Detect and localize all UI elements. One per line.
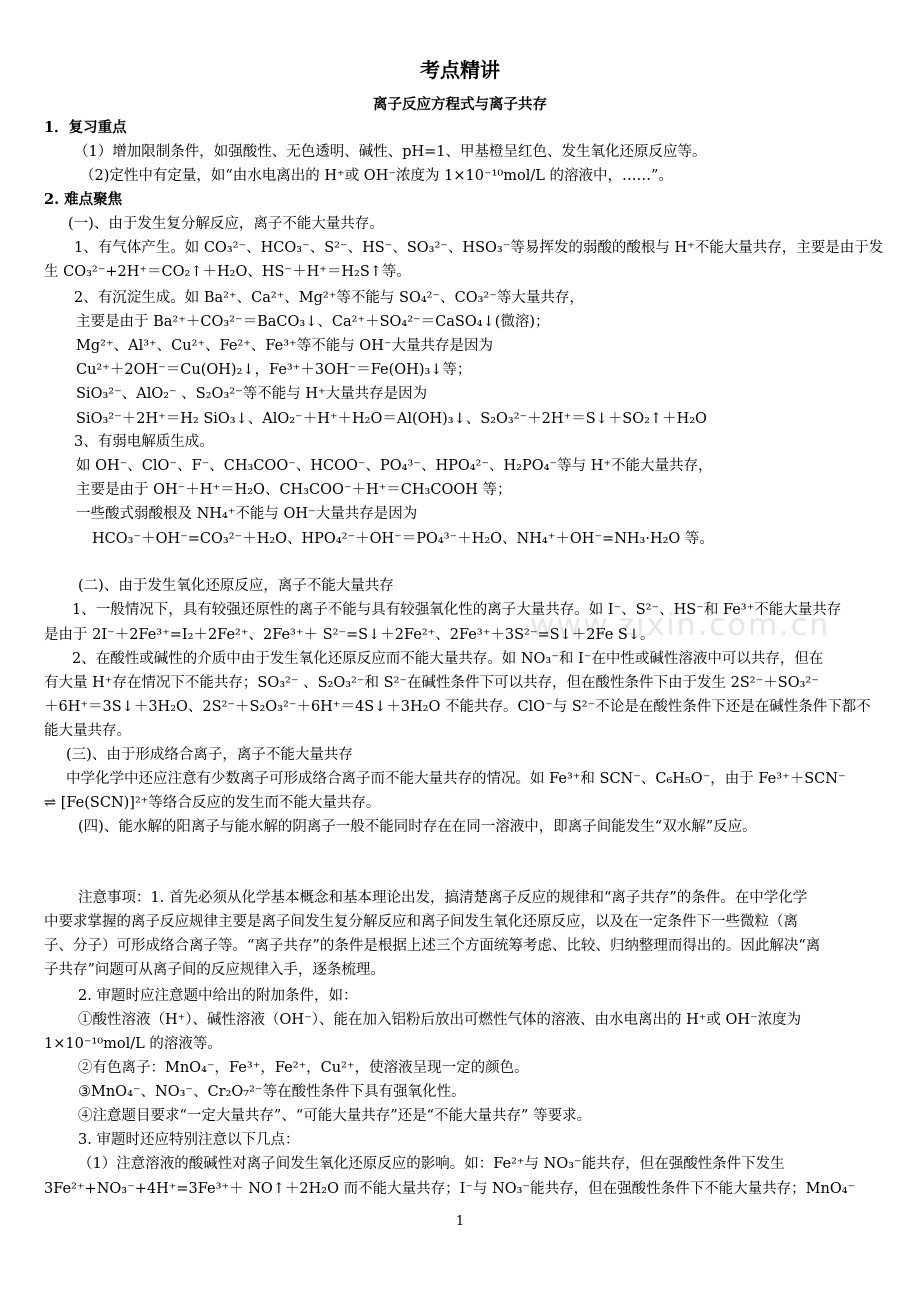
notes-line: 1×10⁻¹⁰mol/L 的溶液等。: [44, 1036, 222, 1052]
text-line: 生 CO₃²⁻+2H⁺＝CO₂↑＋H₂O、HS⁻＋H⁺＝H₂S↑等。: [44, 264, 411, 280]
equation-line: 是由于 2I⁻＋2Fe³⁺=I₂＋2Fe²⁺、2Fe³⁺＋ S²⁻=S↓＋2Fe²⁺、2Fe³⁺＋3S²⁻=S↓＋2Fe S↓。: [44, 627, 655, 643]
notes-line: ②有色离子：MnO₄⁻，Fe³⁺，Fe²⁺，Cu²⁺，使溶液呈现一定的颜色。: [78, 1060, 529, 1076]
text-line: 2、有沉淀生成。如 Ba²⁺、Ca²⁺、Mg²⁺等不能与 SO₄²⁻、CO₃²⁻等大量共存，: [74, 290, 584, 306]
page-number: 1: [455, 1214, 465, 1229]
notes-line: 3Fe²⁺+NO₃⁻+4H⁺=3Fe³⁺＋ NO↑＋2H₂O 而不能大量共存；I⁻与 NO₃⁻能共存，但在强酸性条件下不能大量共存；MnO₄⁻: [44, 1181, 856, 1197]
notes-line: 3. 审题时还应特别注意以下几点：: [78, 1132, 300, 1148]
equation-line: SiO₃²⁻＋2H⁺＝H₂ SiO₃↓、AlO₂⁻＋H⁺＋H₂O＝Al(OH)₃↓、S₂O₃²⁻＋2H⁺＝S↓＋SO₂↑＋H₂O: [76, 411, 707, 427]
text-line: （2)定性中有定量，如“由水电离出的 H⁺或 OH⁻浓度为 1×10⁻¹⁰mol/L 的溶液中，……”。: [80, 168, 673, 184]
text-line: ⇌ [Fe(SCN)]²⁺等络合反应的发生而不能大量共存。: [44, 795, 381, 811]
notes-line: （1）注意溶液的酸碱性对离子间发生氧化还原反应的影响。如：Fe²⁺与 NO₃⁻能共存，但在强酸性条件下发生: [78, 1156, 785, 1172]
notes-line: ①酸性溶液（H⁺）、碱性溶液（OH⁻）、能在加入铝粉后放出可燃性气体的溶液、由水电离出的 H⁺或 OH⁻浓度为: [78, 1012, 802, 1028]
notes-line: 中要求掌握的离子反应规律主要是离子间发生复分解反应和离子间发生氧化还原反应，以及在一定条件下一些微粒（离: [44, 914, 798, 930]
subsection-heading: (四)、能水解的阳离子与能水解的阴离子一般不能同时存在在同一溶液中，即离子间能发生“双水解”反应。: [78, 819, 757, 835]
equation-line: HCO₃⁻＋OH⁻=CO₃²⁻＋H₂O、HPO₄²⁻＋OH⁻＝PO₄³⁻＋H₂O、NH₄⁺＋OH⁻=NH₃·H₂O 等。: [92, 531, 714, 547]
text-line: SiO₃²⁻、AlO₂⁻ 、S₂O₃²⁻等不能与 H⁺大量共存是因为: [76, 386, 428, 402]
page-subtitle: 离子反应方程式与离子共存: [373, 96, 547, 113]
text-line: 主要是由于 OH⁻＋H⁺＝H₂O、CH₃COO⁻＋H⁺＝CH₃COOH 等；: [76, 482, 512, 498]
watermark: www.zixin.com.cn: [530, 608, 831, 643]
text-line: 1、一般情况下，具有较强还原性的离子不能与具有较强氧化性的离子大量共存。如 I⁻、S²⁻、HS⁻和 Fe³⁺不能大量共存: [72, 602, 842, 618]
notes-line: ④注意题目要求“一定大量共存”、“可能大量共存”还是“不能大量共存” 等要求。: [78, 1108, 592, 1124]
text-line: 一些酸式弱酸根及 NH₄⁺不能与 OH⁻大量共存是因为: [76, 506, 418, 522]
text-line: 2、在酸性或碱性的介质中由于发生氧化还原反应而不能大量共存。如 NO₃⁻和 I⁻在中性或碱性溶液中可以共存，但在: [72, 651, 824, 667]
text-line: 能大量共存。: [44, 723, 131, 739]
section-heading-1: 1．复习重点: [44, 119, 127, 136]
notes-line: 注意事项：1. 首先必须从化学基本概念和基本理论出发，搞清楚离子反应的规律和“离子共存”的条件。在中学化学: [78, 890, 808, 906]
text-line: Mg²⁺、Al³⁺、Cu²⁺、Fe²⁺、Fe³⁺等不能与 OH⁻大量共存是因为: [76, 338, 493, 354]
text-line: 中学化学中还应注意有少数离子可形成络合离子而不能大量共存的情况。如 Fe³⁺和 SCN⁻、C₆H₅O⁻，由于 Fe³⁺＋SCN⁻: [66, 771, 846, 787]
text-line: （1）增加限制条件，如强酸性、无色透明、碱性、pH=1、甲基橙呈红色、发生氧化还原反应等。: [74, 144, 707, 160]
text-line: 主要是由于 Ba²⁺＋CO₃²⁻＝BaCO₃↓、Ca²⁺＋SO₄²⁻＝CaSO₄↓(微溶)；: [76, 314, 550, 330]
text-line: 有大量 H⁺存在情况下不能共存；SO₃²⁻ 、S₂O₃²⁻和 S²⁻在碱性条件下可以共存，但在酸性条件下由于发生 2S²⁻＋SO₃²⁻: [44, 675, 819, 691]
text-line: ＋6H⁺＝3S↓＋3H₂O、2S²⁻＋S₂O₃²⁻＋6H⁺＝4S↓＋3H₂O 不能共存。ClO⁻与 S²⁻不论是在酸性条件下还是在碱性条件下都不: [44, 699, 871, 715]
text-line: 3、有弱电解质生成。: [74, 434, 214, 450]
subsection-heading: (一)、由于发生复分解反应，离子不能大量共存。: [68, 216, 384, 232]
equation-line: Cu²⁺＋2OH⁻＝Cu(OH)₂↓，Fe³⁺＋3OH⁻＝Fe(OH)₃↓等；: [76, 362, 472, 378]
section-heading-2: 2. 难点聚焦: [44, 191, 123, 208]
notes-line: 子共存”问题可从离子间的反应规律入手，逐条梳理。: [44, 962, 385, 978]
notes-line: 子、分子）可形成络合离子等。“离子共存”的条件是根据上述三个方面统筹考虑、比较、归纳整理而得出的。因此解决“离: [44, 938, 821, 954]
text-line: 如 OH⁻、ClO⁻、F⁻、CH₃COO⁻、HCOO⁻、PO₄³⁻、HPO₄²⁻、H₂PO₄⁻等与 H⁺不能大量共存，: [76, 458, 713, 474]
subsection-heading: (二)、由于发生氧化还原反应，离子不能大量共存: [78, 578, 394, 594]
text-line: 1、有气体产生。如 CO₃²⁻、HCO₃⁻、S²⁻、HS⁻、SO₃²⁻、HSO₃⁻等易挥发的弱酸的酸根与 H⁺不能大量共存，主要是由于发: [74, 240, 884, 256]
notes-line: ③MnO₄⁻、NO₃⁻、Cr₂O₇²⁻等在酸性条件下具有强氧化性。: [78, 1084, 466, 1100]
subsection-heading: (三)、由于形成络合离子，离子不能大量共存: [66, 747, 353, 763]
page-title: 考点精讲: [420, 58, 500, 82]
notes-line: 2. 审题时应注意题中给出的附加条件，如：: [78, 988, 358, 1004]
